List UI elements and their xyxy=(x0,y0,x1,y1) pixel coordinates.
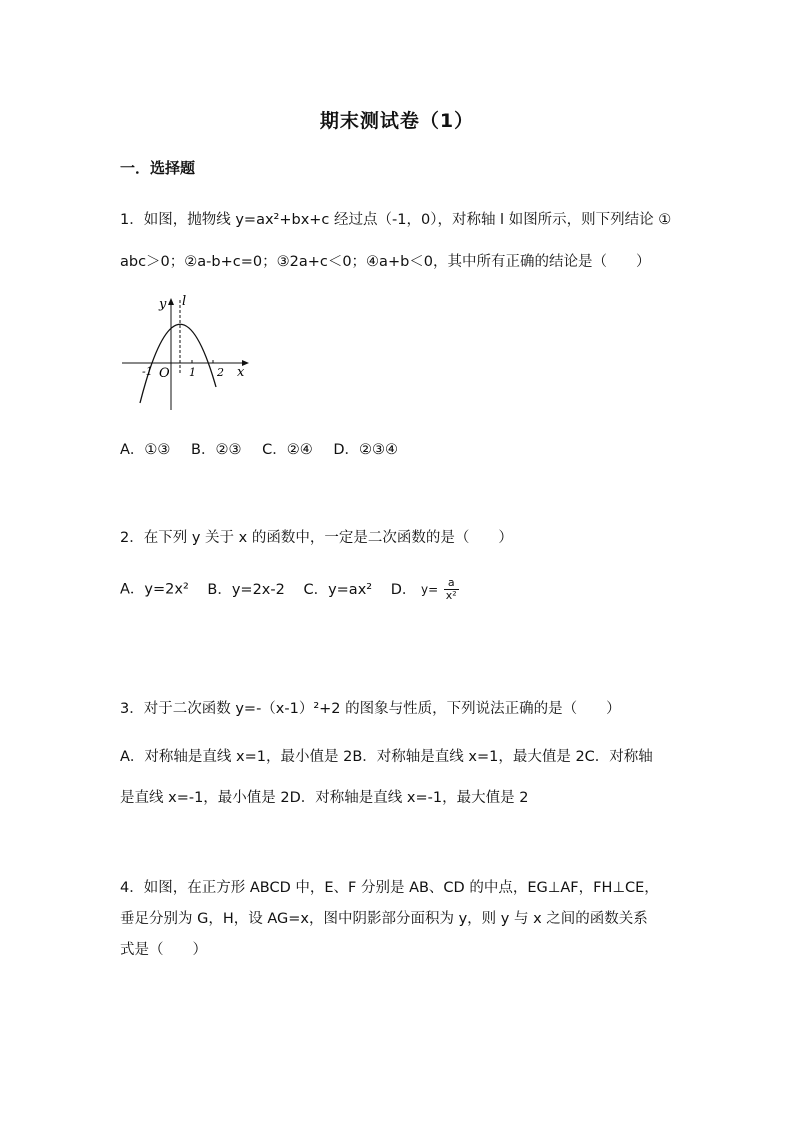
parabola-curve xyxy=(140,324,216,403)
x-axis-label: x xyxy=(237,365,245,380)
page-title: 期末测试卷（1） xyxy=(319,110,475,132)
q2-option-d-prefix: D． xyxy=(390,581,417,598)
q2-option-c: C．y=ax² xyxy=(303,581,373,598)
q4-stem-line3: 式是（ ） xyxy=(120,942,207,958)
q1-option-d: D．②③④ xyxy=(333,442,398,458)
l-label: l xyxy=(182,294,187,309)
q2-stem: 2．在下列 y 关于 x 的函数中，一定是二次函数的是（ ） xyxy=(120,530,513,546)
q2-options xyxy=(120,577,459,602)
q1-option-c: C．②④ xyxy=(262,442,313,458)
q1-stem-line1: 1．如图，抛物线 y=ax²+bx+c 经过点（-1，0），对称轴 l 如图所示，则下列结论 ① xyxy=(120,212,672,228)
q1-options xyxy=(120,438,398,459)
fraction-denominator: x² xyxy=(445,589,457,602)
q4-stem-line1: 4．如图，在正方形 ABCD 中，E、F 分别是 AB、CD 的中点，EG⊥AF，FH⊥CE， xyxy=(120,880,659,896)
q1-option-a: A．①③ xyxy=(120,442,171,458)
q2-option-d-fraction xyxy=(444,577,459,602)
tick-label-2: 2 xyxy=(217,366,224,379)
origin-label: O xyxy=(159,366,170,381)
fraction-numerator: a xyxy=(444,577,459,590)
q2-option-a: A．y=2x² xyxy=(120,581,189,598)
tick-label-neg1: -1 xyxy=(142,365,153,378)
q2-option-b: B．y=2x-2 xyxy=(207,581,285,598)
q1-stem-line2: abc＞0；②a-b+c=0；③2a+c＜0；④a+b＜0，其中所有正确的结论是（ ） xyxy=(120,254,651,270)
q4-stem-line2: 垂足分别为 G，H，设 AG=x，图中阴影部分面积为 y，则 y 与 x 之间的函数关系 xyxy=(120,911,648,927)
q3-stem: 3．对于二次函数 y=-（x-1）²+2 的图象与性质，下列说法正确的是（ ） xyxy=(120,701,621,717)
y-axis-arrow xyxy=(168,298,174,305)
section-heading: 一．选择题 xyxy=(120,159,196,177)
q1-option-b: B．②③ xyxy=(191,442,242,458)
tick-label-1: 1 xyxy=(189,366,196,379)
q3-options-line1: A．对称轴是直线 x=1，最小值是 2B．对称轴是直线 x=1，最大值是 2C．对称轴 xyxy=(120,749,653,765)
q3-options-line2: 是直线 x=-1，最小值是 2D．对称轴是直线 x=-1，最大值是 2 xyxy=(120,790,529,806)
y-axis-label: y xyxy=(159,297,167,312)
q2-option-d-y: y= xyxy=(420,582,439,597)
q1-parabola-graph xyxy=(118,292,253,414)
